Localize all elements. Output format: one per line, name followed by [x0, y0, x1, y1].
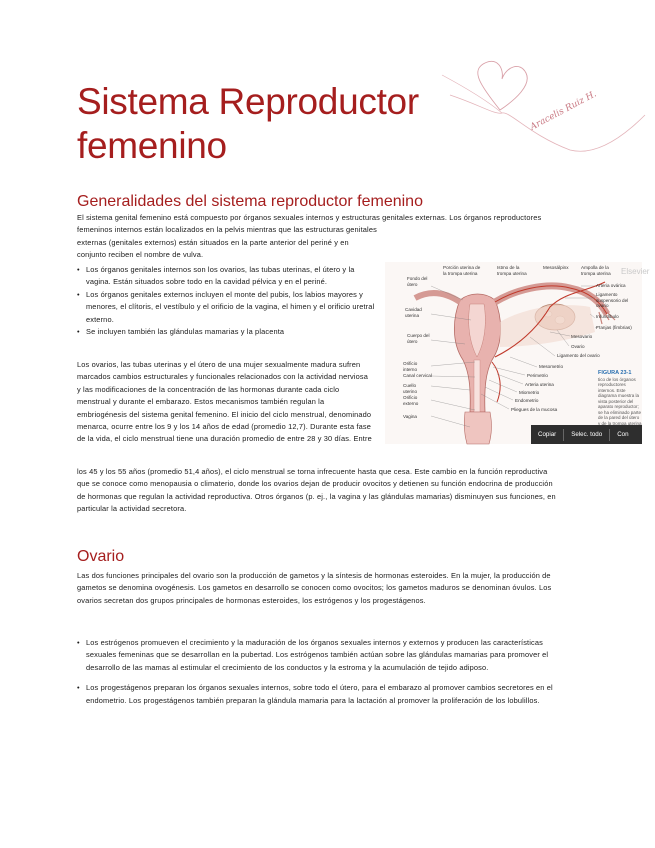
label-cavidad-uterina: Cavidad uterina	[405, 307, 422, 318]
label-orificio-interno: Orificio interno	[403, 361, 418, 372]
organs-bullet-list	[77, 264, 377, 338]
signature	[528, 89, 599, 133]
more-button[interactable]: Con	[617, 431, 629, 438]
label-miometrio: Miometrio	[519, 390, 540, 395]
copy-button[interactable]: Copiar	[538, 431, 557, 438]
list-item: • Los órganos genitales externos incluyen el monte del pubis, los labios mayores y menores, el clítoris, el vestíbulo y el orificio de la vagina, el himen y el orificio uretral externo.	[77, 289, 377, 326]
label-ligamento-suspensorio: Ligamento suspensorio del ovario	[596, 292, 629, 308]
label-mesovario: Mesovario	[571, 334, 593, 339]
label-ligamento-ovario: Ligamento del ovario	[557, 353, 600, 358]
figure-watermark: Elsevier	[621, 267, 650, 276]
label-perimetrio: Perimetrio	[527, 373, 548, 378]
label-franjas: Franjas (fimbrias)	[596, 325, 632, 330]
label-arteria-ovarica: Arteria ovárica	[596, 283, 626, 288]
menopause-paragraph: los 45 y los 55 años (promedio 51,4 años), el ciclo menstrual se torna infrecuente hasta que cesa. Este cambio en la función reproductiva que se conoce como menopausia o climaterio, donde los ovarios dejan de producir ovocitos y detienen su función endocrina de producción de hormonas que regulan la actividad reproductiva. Otros órganos (p. ej., la vagina y las glándulas mamarias) disminuyen sus funciones, en particular la actividad secretora.	[77, 467, 556, 514]
heart-icon	[478, 61, 527, 110]
label-mesosalpinx: Mesosálpinx	[543, 265, 569, 270]
ovary-paragraph: Las dos funciones principales del ovario son la producción de gametos y la síntesis de hormonas esteroides. En la mujer, la producción de gametos se denomina ovogénesis. Los gametos en desarrollo se conocen como ovocitos; los gametos maduros se denominan óvulos. Los ovarios secretan dos grupos principales de hormonas esteroides, los estrógenos y los progestágenos.	[77, 571, 552, 605]
selection-toolbar	[531, 425, 642, 444]
ribbon-tail-icon	[442, 75, 502, 113]
intro-paragraph-continued: externas (genitales externos) están situados en la parte anterior del periné y en conjunto reciben el nombre de vulva.	[77, 238, 349, 260]
section-heading-generalidades: Generalidades del sistema reproductor femenino	[77, 193, 423, 210]
label-canal-cervical: Canal cervical	[403, 373, 432, 378]
label-fondo-utero: Fondo del útero	[407, 276, 428, 287]
label-porcion-uterina-trompa: Porción uterina de la trompa uterina	[443, 265, 481, 276]
hormones-bullet-list	[77, 637, 562, 715]
figure-caption	[598, 370, 642, 426]
label-cuerpo-utero: Cuerpo del útero	[407, 333, 430, 344]
label-arteria-uterina: Arteria uterina	[525, 382, 554, 387]
label-mesometrio: Mesometrio	[539, 364, 563, 369]
menstrual-cycle-paragraph: Los ovarios, las tubas uterinas y el útero de una mujer sexualmente madura sufren marcados cambios estructurales y funcionales relacionados con la actividad nerviosa y las modificaciones de la concentración de las hormonas durante cada ciclo menstrual y durante el embarazo. Estos mecanismos también regulan la embriogénesis del sistema genital femenino. El inicio del ciclo menstrual, denominado menarca, ocurre entre los 9 y los 14 años de edad (promedio 12,7). Durante esta fase de la vida, el ciclo menstrual tiene una duración promedio de entre 28 y 30 días. Entre	[77, 360, 372, 444]
figure-caption-text: tico de los órganos reproductores internos. Este diagrama muestra la vista posterior del aparato reproductor; se ha eliminado parte de la pared del útero y de la trompa uterina	[598, 376, 642, 426]
label-pliegues-mucosa: Pliegues de la mucosa	[511, 407, 558, 412]
list-item: • Los estrógenos promueven el crecimiento y la maduración de los órganos sexuales internos y externos y producen las características sexuales femeninas que se desarrollan en la pubertad. Los estrógenos también actúan sobre las glándulas mamarias para promover el desarrollo de las mamas al estimular el crecimiento de los conductos y la estroma y la acumulación de tejido adiposo.	[77, 637, 562, 674]
list-item: • Los progestágenos preparan los órganos sexuales internos, sobre todo el útero, para el embarazo al promover cambios secretores en el endometrio. Los progestágenos también preparan la glándula mamaria para la lactación al promover la proliferación de los lobulillos.	[77, 682, 562, 707]
figure-caption-title: FIGURA 23-1	[598, 370, 632, 376]
label-endometrio: Endometrio	[515, 398, 539, 403]
label-ampolla-trompa: Ampolla de la trompa uterina	[581, 265, 611, 276]
list-item: • Los órganos genitales internos son los ovarios, las tubas uterinas, el útero y la vagina. Están situados sobre todo en la cavidad pélvica y en el periné.	[77, 264, 377, 289]
anatomy-figure[interactable]	[385, 262, 650, 444]
section-heading-ovario: Ovario	[77, 548, 125, 565]
svg-text:Aracelis Ruiz H.: Aracelis Ruiz H.	[528, 89, 599, 133]
page-title: Sistema Reproductor femenino	[77, 81, 419, 166]
label-orificio-externo: Orificio externo	[403, 395, 419, 406]
heart-signature-decoration	[440, 55, 650, 155]
label-vagina: Vagina	[403, 414, 417, 419]
list-item: • Se incluyen también las glándulas mamarias y la placenta	[77, 326, 377, 338]
intro-paragraph: El sistema genital femenino está compuesto por órganos sexuales internos y estructuras genitales externas. Los órganos reproductores femeninos internos están localizados en la pelvis mientras que las estructuras genitales	[77, 213, 542, 235]
label-cuello-uterino: Cuello uterino	[403, 383, 418, 394]
label-istmo-trompa: Istmo de la trompa uterina	[497, 265, 527, 276]
select-all-button[interactable]: Selec. todo	[571, 431, 603, 438]
label-ovario: Ovario	[571, 344, 585, 349]
label-infundibulo: Infundíbulo	[596, 314, 619, 319]
